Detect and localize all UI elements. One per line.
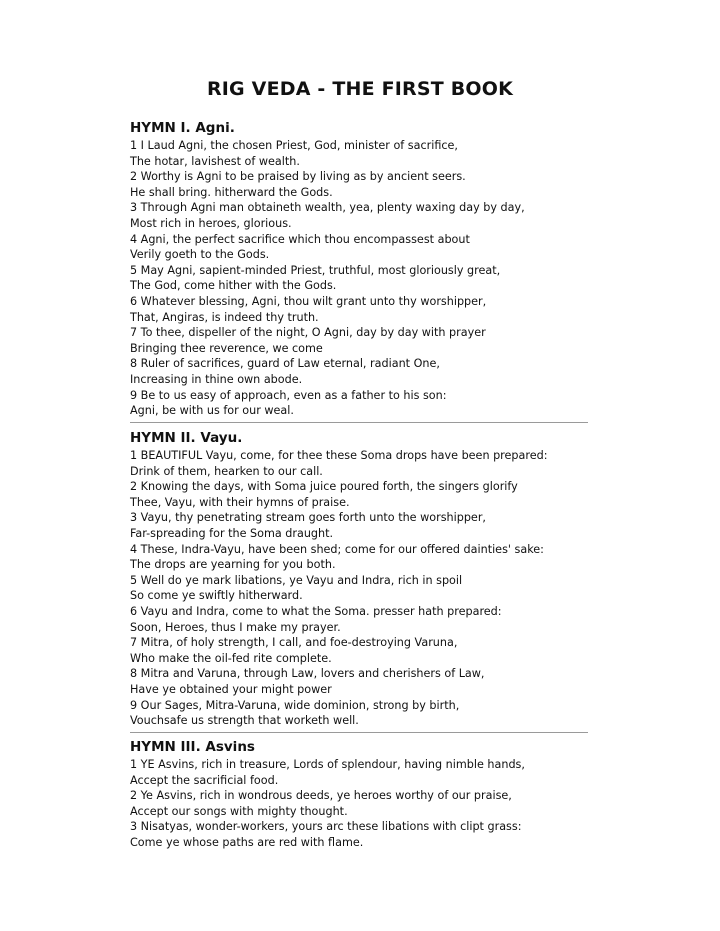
hymn-verses — [130, 138, 600, 419]
verse-line: Agni, be with us for our weal. — [130, 404, 294, 418]
verse-line: Accept our songs with mighty thought. — [130, 804, 348, 818]
verse-line: Most rich in heroes, glorious. — [130, 216, 292, 230]
document-title: RIG VEDA - THE FIRST BOOK — [206, 78, 514, 100]
hymn-verses — [130, 448, 600, 729]
verse-line: Soon, Heroes, thus I make my prayer. — [130, 620, 341, 634]
verse-line: 8 Mitra and Varuna, through Law, lovers and cherishers of Law, — [130, 667, 485, 681]
verse-line: Increasing in thine own abode. — [130, 372, 303, 386]
verse-line: 8 Ruler of sacrifices, guard of Law eternal, radiant One, — [130, 357, 440, 371]
section-divider — [130, 422, 588, 423]
verse-line: Far-spreading for the Soma draught. — [130, 526, 334, 540]
verse-line: The drops are yearning for you both. — [130, 558, 336, 572]
verse-line: 4 These, Indra-Vayu, have been shed; come for our offered dainties' sake: — [130, 542, 544, 556]
verse-line: 6 Vayu and Indra, come to what the Soma. presser hath prepared: — [130, 604, 502, 618]
verse-line: 4 Agni, the perfect sacrifice which thou encompassest about — [130, 232, 470, 246]
verse-line: That, Angiras, is indeed thy truth. — [130, 310, 319, 324]
hymn-section — [130, 430, 600, 729]
verse-line: So come ye swiftly hitherward. — [130, 589, 303, 603]
verse-line: Thee, Vayu, with their hymns of praise. — [130, 495, 350, 509]
verse-line: The God, come hither with the Gods. — [130, 279, 337, 293]
verse-line: Vouchsafe us strength that worketh well. — [130, 714, 359, 728]
verse-line: 9 Be to us easy of approach, even as a father to his son: — [130, 388, 447, 402]
verse-line: 2 Worthy is Agni to be praised by living as by ancient seers. — [130, 170, 466, 184]
verse-line: 3 Vayu, thy penetrating stream goes forth unto the worshipper, — [130, 511, 486, 525]
verse-line: 2 Ye Asvins, rich in wondrous deeds, ye heroes worthy of our praise, — [130, 789, 512, 803]
verse-line: Verily goeth to the Gods. — [130, 248, 270, 262]
hymn-title: HYMN I. Agni. — [130, 120, 235, 136]
verse-line: 1 BEAUTIFUL Vayu, come, for thee these Soma drops have been prepared: — [130, 449, 548, 462]
verse-line: Drink of them, hearken to our call. — [130, 464, 323, 478]
hymn-verses — [130, 757, 600, 851]
verse-line: 6 Whatever blessing, Agni, thou wilt grant unto thy worshipper, — [130, 294, 487, 308]
verse-line: 1 YE Asvins, rich in treasure, Lords of splendour, having nimble hands, — [130, 758, 525, 771]
hymn-title: HYMN III. Asvins — [130, 739, 255, 755]
verse-line: Come ye whose paths are red with flame. — [130, 835, 364, 849]
verse-line: Bringing thee reverence, we come — [130, 341, 323, 355]
verse-line: 3 Nisatyas, wonder-workers, yours arc these libations with clipt grass: — [130, 820, 522, 834]
verse-line: Accept the sacrificial food. — [130, 773, 279, 787]
verse-line: The hotar, lavishest of wealth. — [130, 154, 300, 168]
verse-line: 5 May Agni, sapient-minded Priest, truthful, most gloriously great, — [130, 263, 501, 277]
hymn-section — [130, 739, 600, 851]
verse-line: 7 To thee, dispeller of the night, O Agni, day by day with prayer — [130, 326, 486, 340]
hymn-title: HYMN II. Vayu. — [130, 430, 243, 446]
verse-line: 7 Mitra, of holy strength, I call, and foe-destroying Varuna, — [130, 636, 458, 650]
verse-line: 1 I Laud Agni, the chosen Priest, God, minister of sacrifice, — [130, 139, 458, 152]
verse-line: 9 Our Sages, Mitra-Varuna, wide dominion, strong by birth, — [130, 698, 460, 712]
verse-line: 3 Through Agni man obtaineth wealth, yea, plenty waxing day by day, — [130, 201, 525, 215]
verse-line: He shall bring. hitherward the Gods. — [130, 185, 333, 199]
verse-line: 5 Well do ye mark libations, ye Vayu and Indra, rich in spoil — [130, 573, 463, 587]
verse-line: Who make the oil-fed rite complete. — [130, 651, 332, 665]
section-divider — [130, 732, 588, 733]
hymn-section — [130, 120, 600, 419]
verse-line: 2 Knowing the days, with Soma juice poured forth, the singers glorify — [130, 480, 518, 494]
verse-line: Have ye obtained your might power — [130, 682, 332, 696]
